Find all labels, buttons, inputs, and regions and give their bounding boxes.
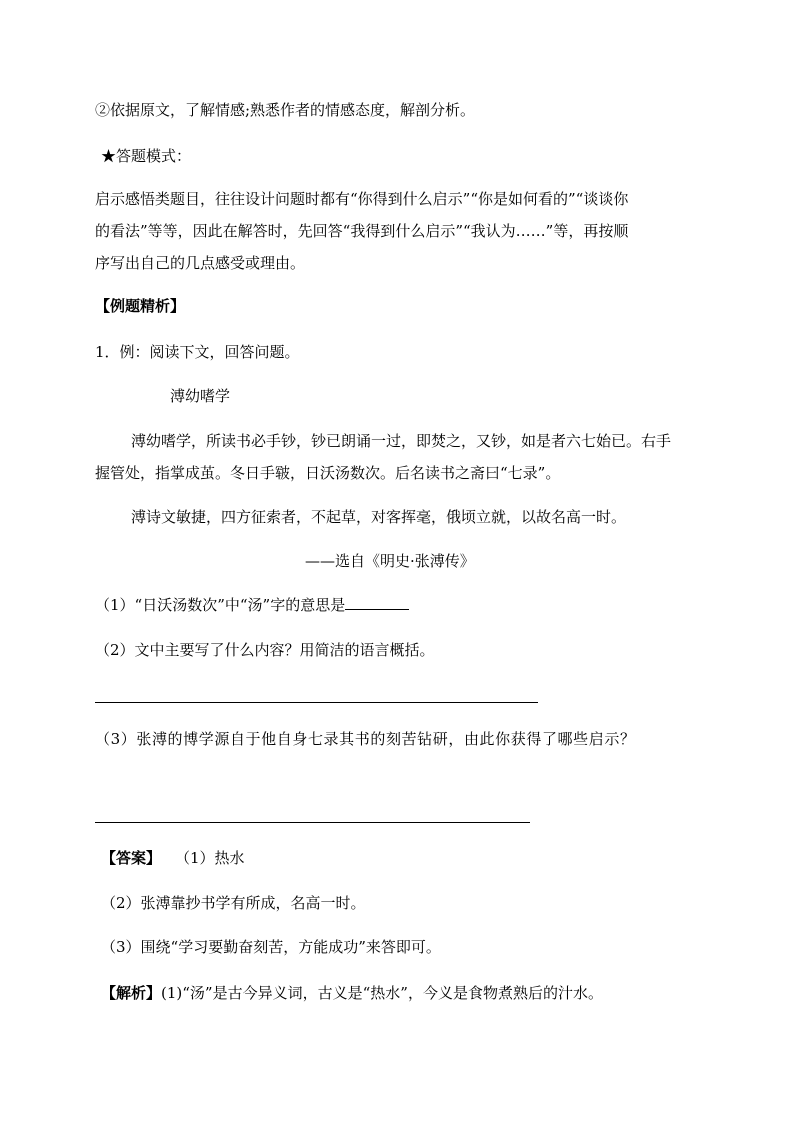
answer-label: 【答案】 bbox=[101, 849, 162, 867]
mode-heading: ★答题模式： bbox=[101, 147, 192, 165]
passage-source: ——选自《明史·张溥传》 bbox=[305, 552, 475, 570]
analysis-label: 【解析】 bbox=[101, 984, 162, 1002]
answer-2: （2）张溥靠抄书学有所成，名高一时。 bbox=[101, 894, 366, 912]
answer-line-2[interactable] bbox=[95, 702, 538, 703]
passage-line-2: 握管处，指掌成茧。冬日手皲，日沃汤数次。后名读书之斋曰“七录”。 bbox=[95, 464, 561, 482]
example-intro: 1．例：阅读下文，回答问题。 bbox=[95, 343, 300, 361]
analysis-1: (1)“汤”是古今异义词，古义是“热水”，今义是食物煮熟后的汁水。 bbox=[161, 984, 603, 1002]
analysis-row-1 bbox=[101, 983, 603, 1003]
mode-paragraph-line-2: 的看法”等等，因此在解答时，先回答“我得到什么启示”“我认为……”等，再按顺 bbox=[95, 222, 629, 240]
answer-line-3[interactable] bbox=[95, 822, 530, 823]
question-1-text: （1）“日沃汤数次”中“汤”字的意思是 bbox=[95, 596, 346, 614]
intro-line: ②依据原文，了解情感;熟悉作者的情感态度，解剖分析。 bbox=[95, 101, 476, 119]
answer-blank-1[interactable] bbox=[345, 595, 409, 610]
passage-title: 溥幼嗜学 bbox=[170, 387, 231, 405]
question-2: （2）文中主要写了什么内容？用简洁的语言概括。 bbox=[95, 641, 435, 659]
question-1 bbox=[95, 595, 409, 615]
answer-row-1 bbox=[101, 848, 245, 868]
passage-line-3: 溥诗文敏捷，四方征索者，不起草，对客挥毫，俄顷立就，以故名高一时。 bbox=[131, 508, 627, 526]
mode-paragraph-line-1: 启示感悟类题目，往往设计问题时都有“你得到什么启示”“你是如何看的”“谈谈你 bbox=[95, 190, 629, 208]
answer-3: （3）围绕“学习要勤奋刻苦，方能成功”来答即可。 bbox=[101, 938, 441, 956]
example-heading: 【例题精析】 bbox=[95, 297, 186, 315]
question-3: （3）张溥的博学源自于他自身七录其书的刻苦钻研，由此你获得了哪些启示？ bbox=[95, 730, 636, 748]
passage-line-1: 溥幼嗜学，所读书必手钞，钞已朗诵一过，即焚之，又钞，如是者六七始已。右手 bbox=[131, 432, 672, 450]
mode-paragraph-line-3: 序写出自己的几点感受或理由。 bbox=[95, 254, 306, 272]
answer-1: （1）热水 bbox=[175, 849, 245, 867]
